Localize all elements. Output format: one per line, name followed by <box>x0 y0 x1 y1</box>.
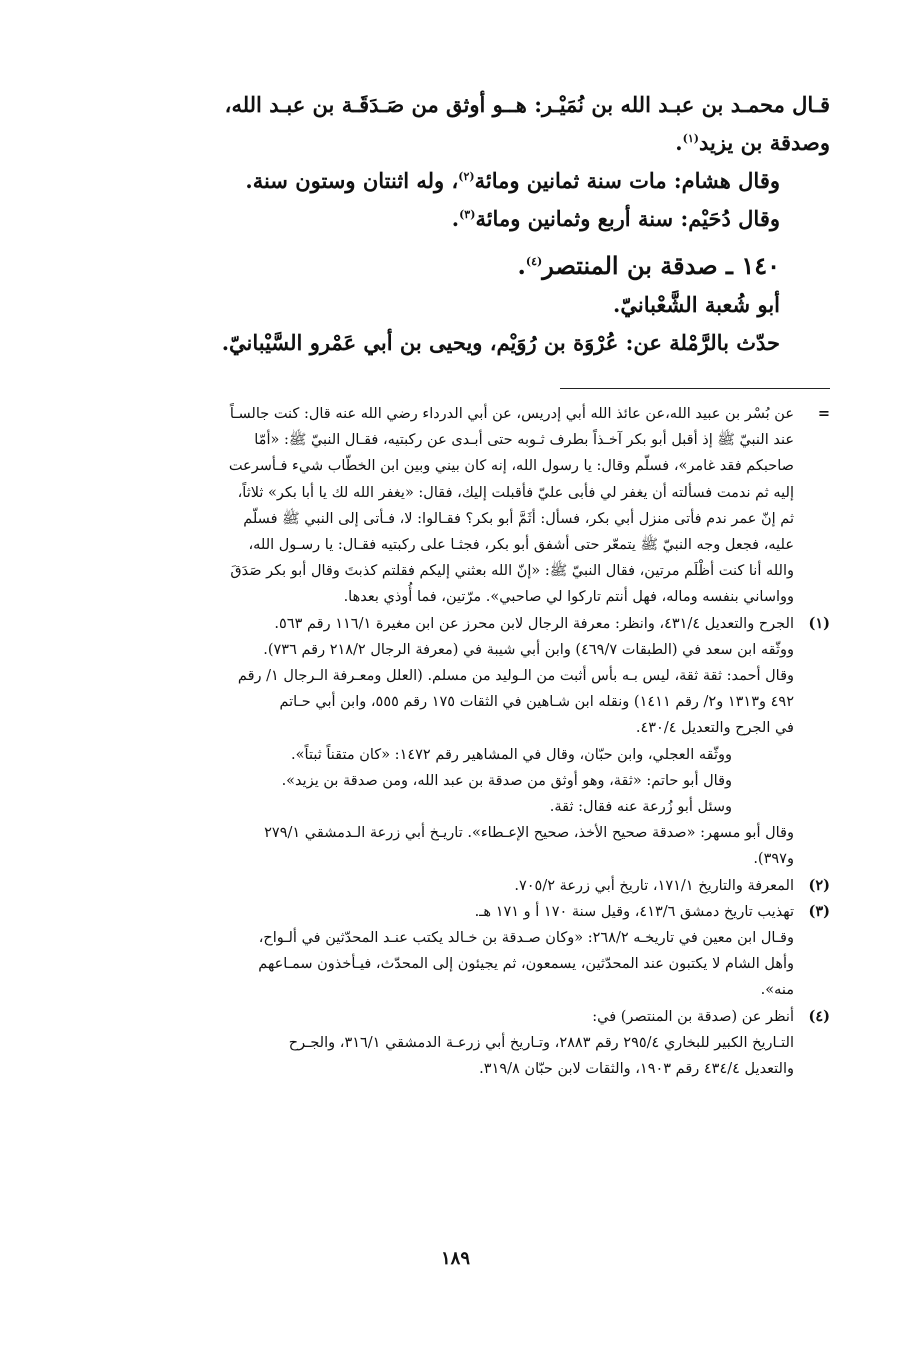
footnote-line: ووثّقه ابن سعد في (الطبقات ٤٦٩/٧) وابن أبي شيبة في (معرفة الرجال ٢١٨/٢ رقم ٧٣٦). <box>263 641 794 658</box>
footnote-continuation <box>70 401 830 611</box>
footnote-line: ثم إنّ عمر ندم فأتى منزل أبي بكر، فسأل: أثَمَّ أبو بكر؟ فقـالوا: لا، فـأتى إلى النبي ﷺ فسلّم <box>243 510 794 527</box>
text-line: وقال هشام: مات سنة ثمانين ومائة$^{(٢)}$، وله اثنتان وستون سنة. <box>245 168 780 193</box>
text-line: قـال محمـد بن عبـد الله بن نُمَيْـر: هــو أوثق من صَـدَقَـة بن عبـد الله، <box>224 92 830 117</box>
page-body <box>70 86 830 1082</box>
footnote-line: عليه، فجعل وجه النبيّ ﷺ يتمعّر حتى أشفق أبو بكر، فجثـا على ركبتيه فقـال: يا رسـول الله، <box>248 537 794 554</box>
footnote-line: الجرح والتعديل ٤٣١/٤، وانظر: معرفة الرجال لابن محرز عن ابن مغيرة ١١٦/١ رقم ٥٦٣. <box>274 615 794 632</box>
footnote-number: (٤) <box>808 1007 830 1025</box>
footnote-line: وأهل الشام لا يكتبون عند المحدّثين، يسمعون، ثم يجيئون إلى المحدّث، فيـأخذون سمـاعهم <box>258 956 794 973</box>
footnote-line: وسئل أبو زُرعة عنه فقال: ثقة. <box>549 799 732 816</box>
footnote-line: إليه ثم ندمت فسألته أن يغفر لي فأبى عليّ فأقبلت إليك، فقال: «يغفر الله لك يا أبا بكر» ثلاثاً، <box>237 484 794 501</box>
footnote-line: تهذيب تاريخ دمشق ٤١٣/٦، وقيل سنة ١٧٠ أ و ١٧١ هـ. <box>474 903 794 920</box>
footnotes <box>70 401 830 1082</box>
footnote-line: و٣٩٧). <box>753 851 794 868</box>
footnote-line: في الجرح والتعديل ٤٣٠/٤. <box>635 720 794 737</box>
entry-title: ١٤٠ ـ صدقة بن المنتصر$^{(٤)}$. <box>517 251 780 280</box>
footnote-number: (٣) <box>808 902 830 920</box>
footnote-3-continuation <box>70 925 830 1004</box>
footnote-3 <box>70 899 830 925</box>
footnote-divider <box>560 388 830 389</box>
footnote-line: وواساني بنفسه وماله، فهل أنتم تاركوا لي صاحبي». مرّتين، فما أُوذي بعدها. <box>343 589 794 606</box>
footnote-line: ٤٩٢ و١٣١٣ و٢/ رقم ١٤١١) ونقله ابن شـاهين في الثقات ١٧٥ رقم ٥٥٥، وابن أبي حـاتم <box>279 694 794 711</box>
footnote-line: وقـال ابن معين في تاريخـه ٢٦٨/٢: «وكان صـدقة بن خـالد يكتب عنـد المحدّثين في ألـواح، <box>258 930 794 947</box>
footnote-ref: (٤) <box>525 255 543 268</box>
footnote-1 <box>70 611 830 873</box>
footnote-line: صاحبكم فقد غامر»، فسلّم وقال: يا رسول الله، إنه كان بيني وبين ابن الخطّاب شيء فـأسرعت <box>228 458 794 475</box>
footnote-line: ووثّقه العجلي، وابن حبّان، وقال في المشاهير رقم ١٤٧٢: «كان متقناً ثبتاً». <box>291 746 732 763</box>
footnote-4-continuation <box>70 1030 830 1082</box>
footnote-line: والتعديل ٤٣٤/٤ رقم ١٩٠٣، والثقات لابن حبّان ٣١٩/٨. <box>479 1061 794 1078</box>
footnote-line: التـاريخ الكبير للبخاري ٢٩٥/٤ رقم ٢٨٨٣، وتـاريخ أبي زرعـة الدمشقي ٣١٦/١، والجـرح <box>288 1034 794 1051</box>
footnote-line: والله أنا كنت أظْلَم مرتين، فقال النبيّ ﷺ: «إنّ الله بعثني إليكم فقلتم كذبتَ وقال أبو بكر صَدَقَ <box>230 563 794 580</box>
footnote-line: وقال أبو حاتم: «ثقة، وهو أوثق من صدقة بن عبد الله، ومن صدقة بن يزيد». <box>281 772 732 789</box>
text-line: وصدقة بن يزيد$^{(١)}$. <box>675 130 830 155</box>
text-line: وقال دُحَيْم: سنة أربع وثمانين ومائة$^{(٣)}$. <box>451 206 780 231</box>
footnote-2 <box>70 873 830 899</box>
footnote-4 <box>70 1004 830 1030</box>
main-text <box>70 86 830 362</box>
footnote-ref: (٣) <box>459 208 476 221</box>
text-line: حدّث بالرَّمْلة عن: عُرْوَة بن رُوَيْم، ويحيى بن أبي عَمْرو السَّيْبانيّ. <box>221 330 780 355</box>
footnote-line: وقال أبو مسهر: «صدقة صحيح الأخذ، صحيح الإعـطاء». تاريـخ أبي زرعة الـدمشقي ٢٧٩/١ <box>264 825 794 842</box>
footnote-line: عن بُسْر بن عبيد الله،عن عائذ الله أبي إدريس، عن أبي الدرداء رضي الله عنه قال: كنت جالسـاً <box>229 406 794 422</box>
footnote-number: (٢) <box>808 876 830 894</box>
footnote-ref: (٢) <box>458 170 475 183</box>
kunya-line: أبو شُعبة الشَّعْبانيّ. <box>613 292 780 317</box>
footnote-line: منه». <box>760 982 794 999</box>
footnote-number: (١) <box>808 614 830 632</box>
footnote-line: وقال أحمد: ثقة ثقة، ليس بـه بأس أثبت من الـوليد من مسلم. (العلل ومعـرفة الـرجال ١/ رقم <box>237 668 794 685</box>
footnote-line: أنظر عن (صدقة بن المنتصر) في: <box>592 1008 794 1025</box>
footnote-ref: (١) <box>682 132 699 145</box>
footnote-line: المعرفة والتاريخ ١٧١/١، تاريخ أبي زرعة ٧٠٥/٢. <box>514 877 794 894</box>
footnote-line: عند النبيّ ﷺ إذ أقبل أبو بكر آخـذاً بطرف ثـوبه حتى أبـدى عن ركبتيه، فقـال النبيّ ﷺ: «أمّا <box>254 432 794 449</box>
continuation-marker: = <box>817 405 830 422</box>
page-number: ١٨٩ <box>440 1248 470 1269</box>
